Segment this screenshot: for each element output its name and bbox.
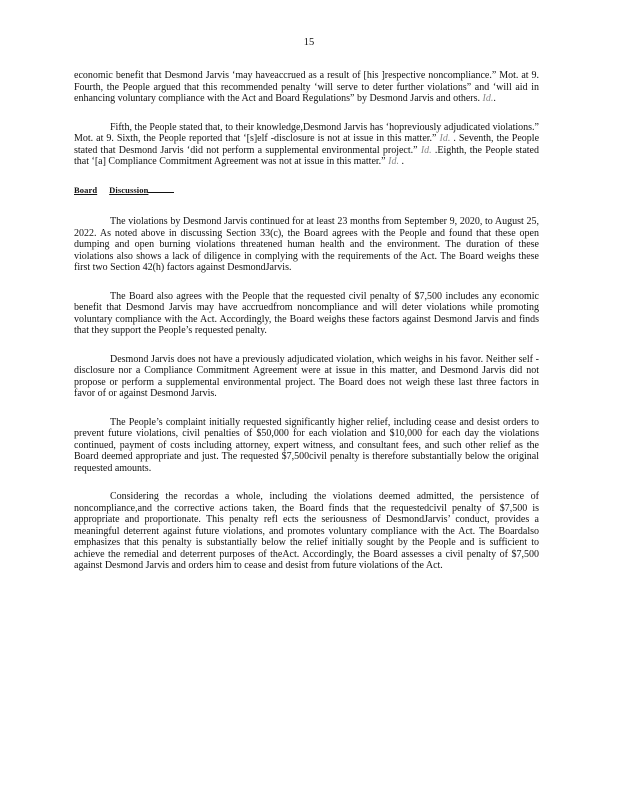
page-number: 15 xyxy=(303,37,315,48)
body-text xyxy=(74,70,539,589)
heading-word: Discussion xyxy=(109,184,149,195)
citation-id-ref: Id. xyxy=(439,133,451,144)
section-heading xyxy=(74,185,539,197)
paragraph-text: . xyxy=(398,156,404,167)
paragraph-text: economic benefit that Desmond Jarvis ‘may haveaccrued as a result of [his ]respective noncompliance.” Mot. at 9. Fourth, the People argued that this recommended penalty ‘will serve to deter further violations” and ‘will aid in enhancing voluntary compliance with the Act and Board Regulations” by Desmond Jarvis and others. xyxy=(74,70,539,104)
discussion-paragraph: The violations by Desmond Jarvis continued for at least 23 months from September 9, 2020, to August 25, 2022. As noted above in discussing Section 33(c), the Board agrees with the People and found that these open dumping and open burning violations threatened human health and the environment. The duration of these violations also shows a lack of diligence in complying with the requirements of the Act. The Board weighs these first two Section 42(h) factors against DesmondJarvis. xyxy=(74,216,539,273)
citation-id-ref: Id. xyxy=(482,93,494,104)
paragraph-fifth xyxy=(74,122,539,168)
discussion-paragraph: The People’s complaint initially requested significantly higher relief, including cease and desist orders to prevent future violations, civil penalties of $50,000 for each violation and $10,000 for each day the violations continued, payment of costs including attorney, expert witness, and consultant fees, and such other relief as the Board deemed appropriate and just. The requested $7,500civil penalty is therefore substantially below the original requested amounts. xyxy=(74,416,539,474)
discussion-paragraph: Desmond Jarvis does not have a previously adjudicated violation, which weighs in his favor. Neither self -disclosure nor a Compliance Commitment Agreement were at issue in this matter, and Desmond Jarvis did not propose or perform a supplemental environmental project. The Board does not weigh these last three factors in favor of or against Desmond Jarvis. xyxy=(74,353,539,399)
paragraph-text: . Seventh, the People stated that Desmond Jarvis ‘did not perform a supplemental environmental project.” xyxy=(74,133,540,156)
heading-word: Board xyxy=(74,184,98,195)
discussion-paragraph: The Board also agrees with the People that the requested civil penalty of $7,500 includes any economic benefit that Desmond Jarvis may have accruedfrom noncompliance and will deter violations while promoting voluntary compliance with the Act. Accordingly, the Board weighs these factors against Desmond Jarvis and finds that they support the People’s requested penalty. xyxy=(74,290,539,336)
paragraph-text: Fifth, the People stated that, to their knowledge,Desmond Jarvis has ‘hopreviously adjudicated violations.” Mot. at 9. Sixth, the People reported that ‘[s]elf -disclosure is not at issue in this matter.” xyxy=(74,121,539,144)
paragraph-text: .Eighth, the People stated that ‘[a] Compliance Commitment Agreement was not at issue in this matter.” xyxy=(74,144,539,167)
discussion-paragraph: Considering the recordas a whole, including the violations deemed admitted, the persistence of noncompliance,and the corrective actions taken, the Board finds that the requestedcivil penalty of $7,500 is appropriate and proportionate. This penalty refl ects the seriousness of DesmondJarvis’ conduct, provides a meaningful deterrent against future violations, and promotes voluntary compliance with the Act. The Boardalso emphasizes that this penalty is substantially below the relief initially sought by the People and is sufficient to achieve the remedial and deterrent purposes of theAct. Accordingly, the Board assesses a civil penalty of $7,500 against Desmond Jarvis and orders him to cease and desist from future violations of the Act. xyxy=(74,491,539,571)
paragraph-continued: economic benefit that Desmond Jarvis ‘may haveaccrued as a result of [his ]respective noncompliance.” Mot. at 9. Fourth, the People argued that this recommended penalty ‘will serve to deter further violations” and ‘will aid in enhancing voluntary compliance with the Act and Board Regulations” by Desmond Jarvis and others. Id.. xyxy=(74,70,539,104)
citation-id-ref: Id. xyxy=(388,156,399,167)
citation-id-ref: Id. xyxy=(420,144,432,156)
